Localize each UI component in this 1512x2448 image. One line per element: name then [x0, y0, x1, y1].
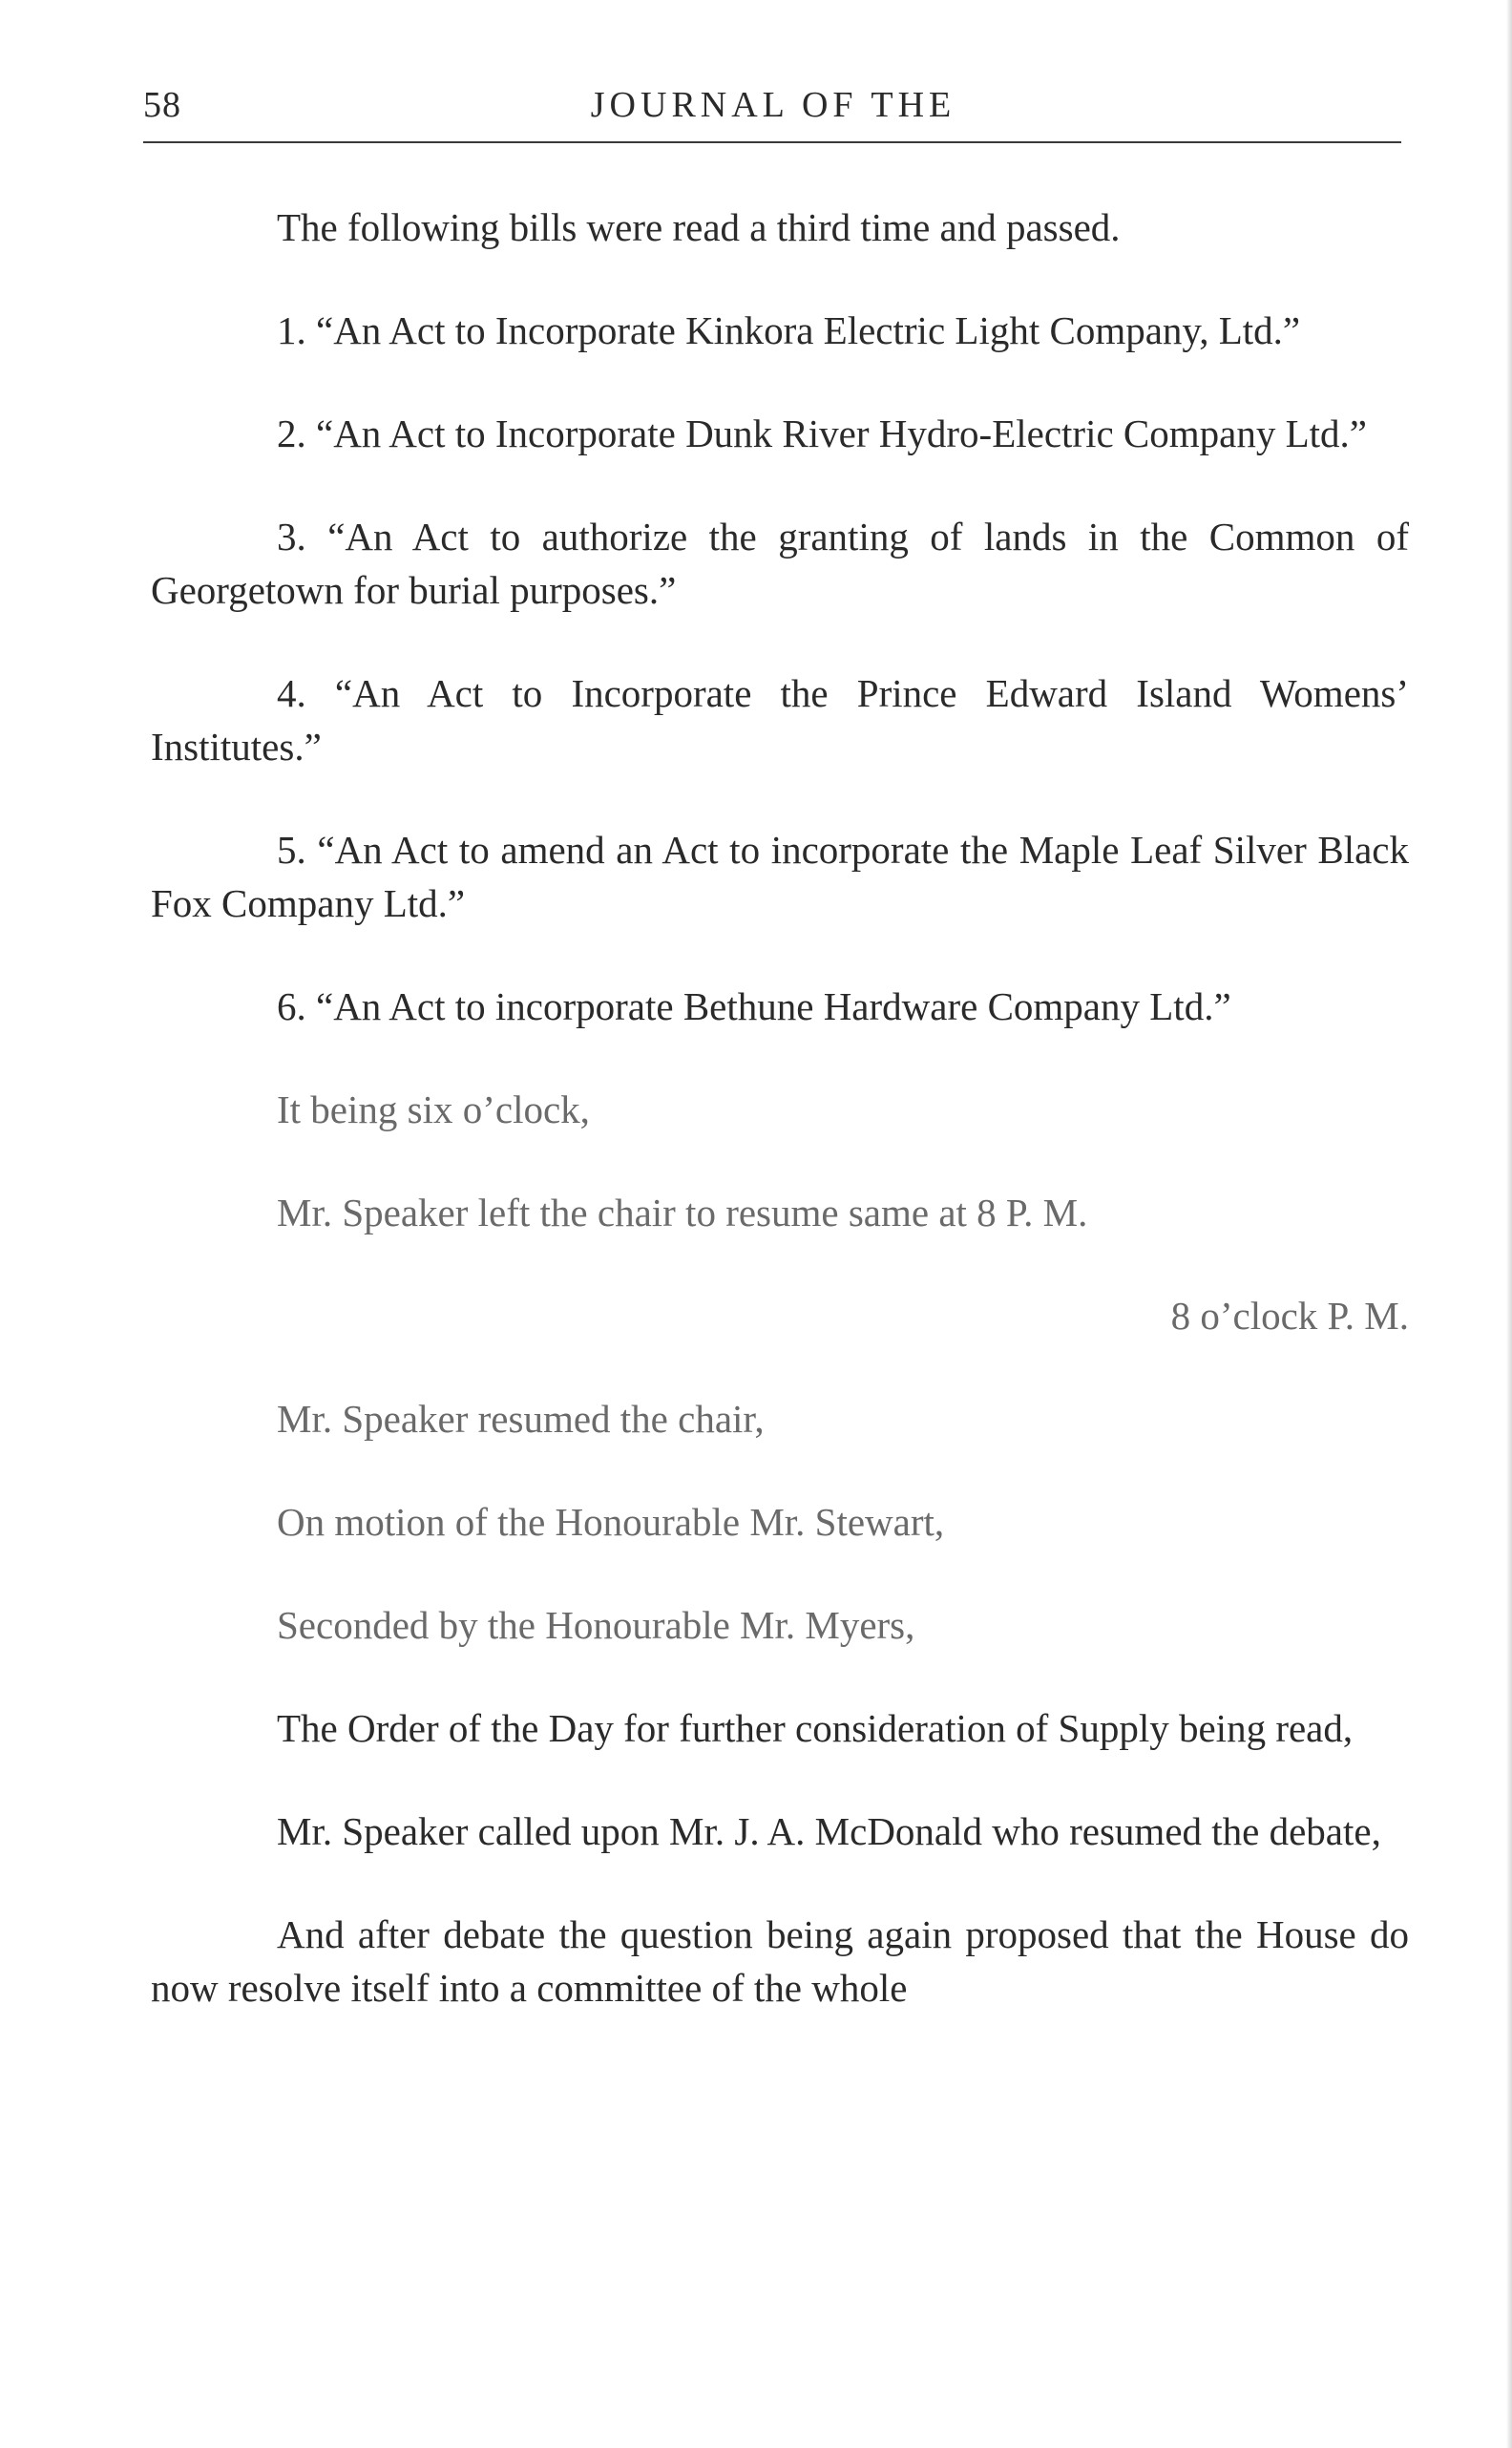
bills-passed-intro: The following bills were read a third time and passed. [277, 205, 1121, 249]
order-of-day-paragraph: The Order of the Day for further consideration of Supply being read, [277, 1706, 1354, 1750]
page-header [143, 76, 1403, 134]
page-number: 58 [143, 85, 181, 125]
eight-oclock-heading: 8 o’clock P. M. [1170, 1294, 1409, 1338]
bill-item-2: 2. “An Act to Incorporate Dunk River Hydro-Electric Company Ltd.” [277, 412, 1367, 455]
question-proposed-paragraph: And after debate the question being again proposed that the House do now resolve itself into a committee of the whole [151, 1912, 1409, 2010]
bill-item-6: 6. “An Act to incorporate Bethune Hardware Company Ltd.” [277, 984, 1231, 1028]
debate-resumed-paragraph: Mr. Speaker called upon Mr. J. A. McDonald who resumed the debate, [277, 1809, 1381, 1853]
bill-item-1: 1. “An Act to Incorporate Kinkora Electric Light Company, Ltd.” [277, 308, 1301, 352]
bill-item-5: 5. “An Act to amend an Act to incorporate the Maple Leaf Silver Black Fox Company Ltd.” [151, 828, 1409, 925]
speaker-left-note: Mr. Speaker left the chair to resume same at 8 P. M. [277, 1191, 1088, 1235]
journal-body [151, 200, 1409, 2064]
header-rule [143, 141, 1401, 143]
page-edge-shadow [1506, 0, 1512, 2448]
six-oclock-note: It being six o’clock, [277, 1087, 590, 1131]
motion-note: On motion of the Honourable Mr. Stewart, [277, 1500, 945, 1544]
running-title: JOURNAL OF THE [590, 85, 956, 125]
speaker-resumed-note: Mr. Speaker resumed the chair, [277, 1397, 765, 1441]
seconded-note: Seconded by the Honourable Mr. Myers, [277, 1603, 915, 1647]
bill-item-4: 4. “An Act to Incorporate the Prince Edward Island Womens’ Institutes.” [151, 671, 1409, 769]
bill-item-3: 3. “An Act to authorize the granting of lands in the Common of Georgetown for burial purposes.” [151, 515, 1409, 612]
